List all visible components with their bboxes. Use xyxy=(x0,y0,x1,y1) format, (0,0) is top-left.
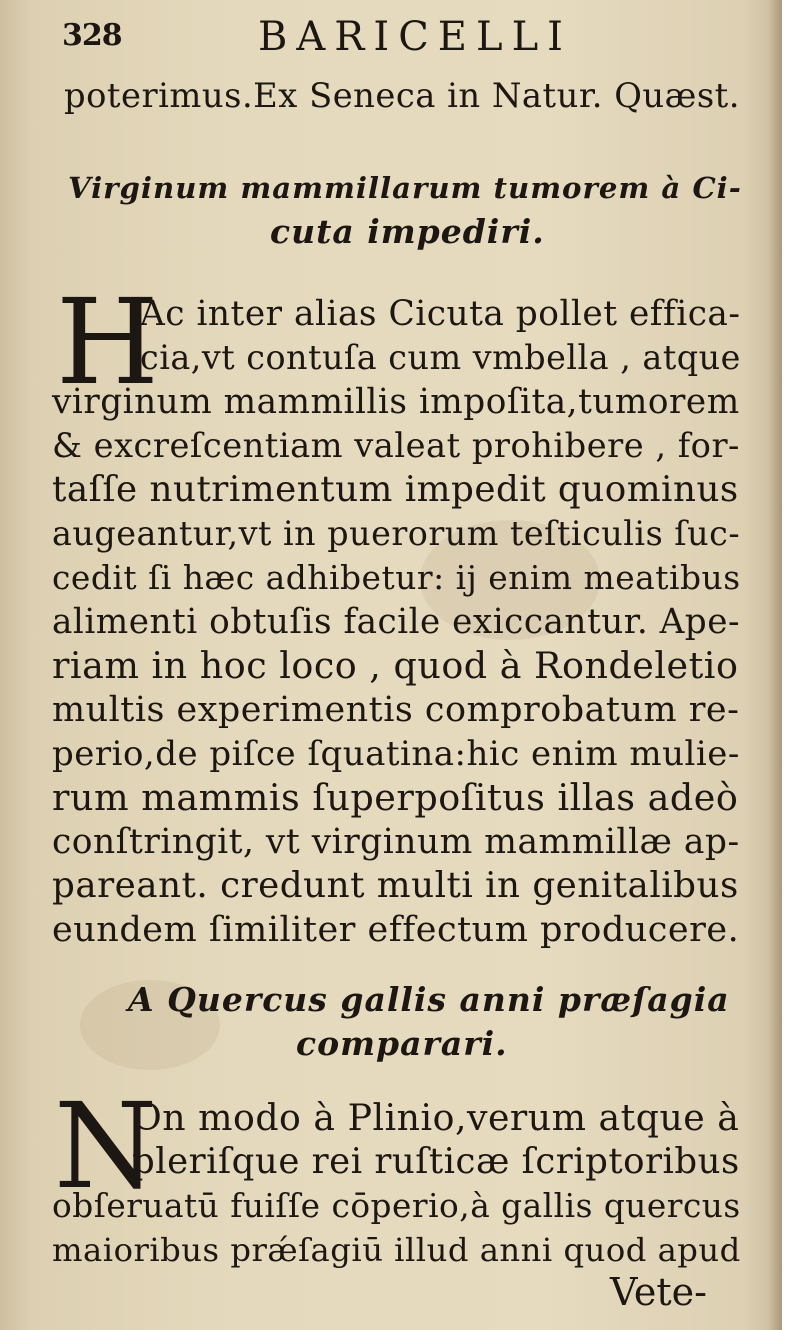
paragraph-line: pareant. credunt multi in genitalibus xyxy=(52,865,739,906)
drop-cap-h: H xyxy=(56,273,159,411)
page-header xyxy=(58,14,698,66)
paragraph-line: eundem ſimiliter effectum producere. xyxy=(52,909,740,950)
running-head: BARICELLI xyxy=(258,14,572,60)
section-heading-line: comparari. xyxy=(296,1024,508,1063)
paragraph-line: perio,de piſce ſquatina:hic enim mulie- xyxy=(52,734,740,774)
paragraph-line: conſtringit, vt virginum mammillæ ap- xyxy=(52,822,740,862)
paragraph-line: cedit ſi hæc adhibetur: ij enim meatibus xyxy=(52,558,741,597)
paragraph-line: On modo à Plinio,verum atque à xyxy=(132,1096,740,1139)
paragraph-line: multis experimentis comprobatum re- xyxy=(52,690,740,730)
section-heading-line: A Quercus gallis anni præſagia xyxy=(128,980,730,1019)
section-heading-line: Virginum mammillarum tumorem à Ci- xyxy=(68,171,742,205)
paragraph-line: maioribus prǽſagiū illud anni quod apud xyxy=(52,1231,741,1269)
paragraph-line: virginum mammillis impoſita,tumorem xyxy=(52,382,740,422)
section-heading-line: cuta impediri. xyxy=(270,212,545,251)
paragraph-line: obſeruatū fuiſſe cōperio,à gallis quercus xyxy=(52,1187,741,1225)
paragraph-line: alimenti obtuſis facile exiccantur. Ape- xyxy=(52,602,741,642)
drop-cap-n: N xyxy=(54,1077,158,1215)
catchword: Vete- xyxy=(609,1270,707,1314)
paragraph-line: taſſe nutrimentum impedit quominus xyxy=(52,469,739,510)
paragraph-line: riam in hoc loco , quod à Rondeletio xyxy=(52,644,739,687)
paragraph-line: Ac inter alias Cicuta pollet effica- xyxy=(140,294,741,334)
paragraph-line: & excreſcentiam valeat prohibere , for- xyxy=(52,426,740,465)
page-number: 328 xyxy=(62,18,122,53)
paragraph-line: rum mammis ſuperpoſitus illas adeò xyxy=(52,776,739,819)
paragraph-line: pleriſque rei ruſticæ ſcriptoribus xyxy=(132,1141,740,1182)
paragraph-line: cia,vt contuſa cum vmbella , atque xyxy=(140,338,741,377)
intro-line: poterimus.Ex Seneca in Natur. Quæst. xyxy=(64,76,740,115)
paragraph-line: augeantur,vt in puerorum teſticulis ſuc- xyxy=(52,514,741,553)
